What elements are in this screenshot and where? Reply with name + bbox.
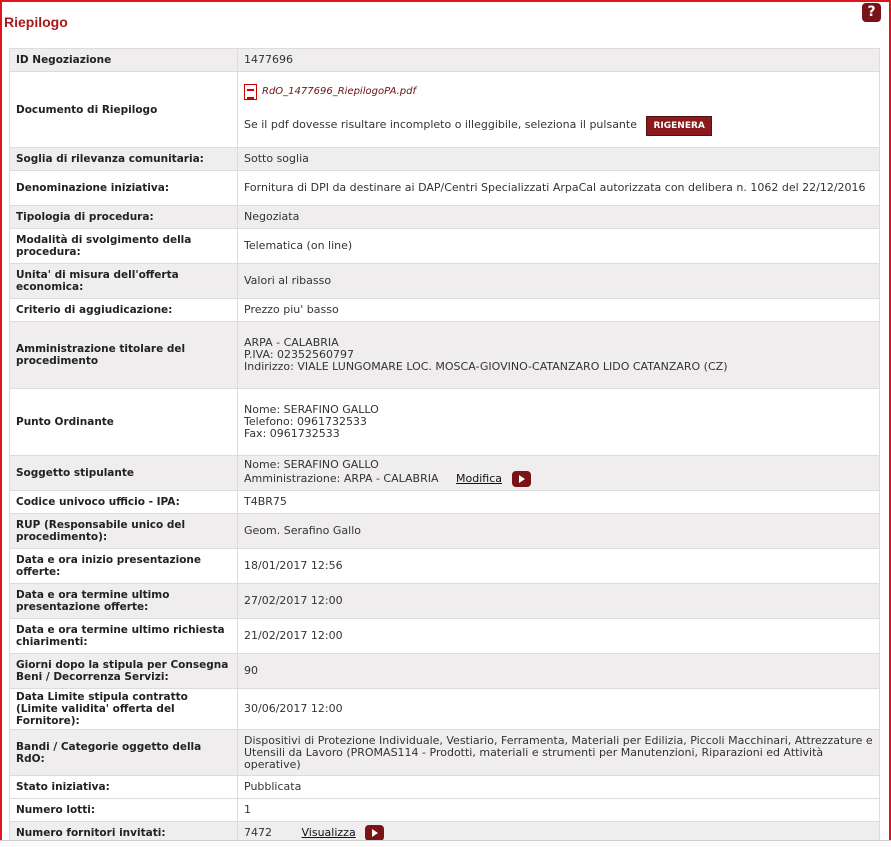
row-value <box>238 322 880 389</box>
visualizza-arrow-icon[interactable] <box>365 825 384 841</box>
amm-address: Indirizzo: VIALE LUNGOMARE LOC. MOSCA-GIOVINO-CATANZARO LIDO CATANZARO (CZ) <box>244 360 728 373</box>
rigenera-button[interactable]: RIGENERA <box>646 116 711 136</box>
row-label: Criterio di aggiudicazione: <box>10 299 238 322</box>
table-row <box>10 654 880 689</box>
row-label: ID Negoziazione <box>10 49 238 72</box>
fornitori-count: 7472 <box>244 826 272 839</box>
row-label: Numero lotti: <box>10 799 238 822</box>
table-row <box>10 584 880 619</box>
row-label: Codice univoco ufficio - IPA: <box>10 491 238 514</box>
row-value: 1 <box>238 799 880 822</box>
row-label: Giorni dopo la stipula per Consegna Beni / Decorrenza Servizi: <box>10 654 238 689</box>
table-row <box>10 799 880 822</box>
table-row <box>10 514 880 549</box>
row-label: Numero fornitori invitati: <box>10 822 238 845</box>
row-value: Valori al ribasso <box>238 264 880 299</box>
amm-piva: P.IVA: 02352560797 <box>244 348 354 361</box>
row-value: Telematica (on line) <box>238 229 880 264</box>
row-value: 90 <box>238 654 880 689</box>
table-row <box>10 49 880 72</box>
row-label: Data e ora termine ultimo presentazione offerte: <box>10 584 238 619</box>
row-label: RUP (Responsabile unico del procedimento): <box>10 514 238 549</box>
row-label: Soggetto stipulante <box>10 456 238 491</box>
regen-note: Se il pdf dovesse risultare incompleto o illeggibile, seleziona il pulsante <box>244 117 637 131</box>
punto-name: Nome: SERAFINO GALLO <box>244 403 379 416</box>
row-value: T4BR75 <box>238 491 880 514</box>
pdf-icon <box>244 84 257 100</box>
table-row <box>10 299 880 322</box>
table-row <box>10 549 880 584</box>
row-value <box>238 72 880 148</box>
punto-phone: Telefono: 0961732533 <box>244 415 367 428</box>
sogg-name: Nome: SERAFINO GALLO <box>244 458 379 471</box>
punto-fax: Fax: 0961732533 <box>244 427 340 440</box>
modifica-arrow-icon[interactable] <box>512 471 531 487</box>
table-row <box>10 619 880 654</box>
table-row <box>10 689 880 730</box>
sogg-amm-line <box>244 471 873 487</box>
row-value: Prezzo piu' basso <box>238 299 880 322</box>
row-label: Modalità di svolgimento della procedura: <box>10 229 238 264</box>
row-value <box>238 456 880 491</box>
row-label: Documento di Riepilogo <box>10 72 238 148</box>
row-label: Soglia di rilevanza comunitaria: <box>10 148 238 171</box>
row-value: Negoziata <box>238 206 880 229</box>
table-row <box>10 229 880 264</box>
table-row <box>10 730 880 776</box>
row-value <box>238 389 880 456</box>
table-row <box>10 389 880 456</box>
table-row <box>10 171 880 206</box>
visualizza-link[interactable]: Visualizza <box>301 826 356 839</box>
table-row <box>10 491 880 514</box>
row-label: Data e ora inizio presentazione offerte: <box>10 549 238 584</box>
table-row <box>10 264 880 299</box>
row-value: Dispositivi di Protezione Individuale, Vestiario, Ferramenta, Materiali per Edilizia, Piccoli Macchinari, Attrezzature e Utensili da Lavoro (PROMAS114 - Prodotti, materiali e strumenti per Manutenzioni, Riparazioni ed Attività operative) <box>238 730 880 776</box>
row-value: Sotto soglia <box>238 148 880 171</box>
row-value: 21/02/2017 12:00 <box>238 619 880 654</box>
row-label: Punto Ordinante <box>10 389 238 456</box>
row-value: 30/06/2017 12:00 <box>238 689 880 730</box>
row-label: Unita' di misura dell'offerta economica: <box>10 264 238 299</box>
row-value: Fornitura di DPI da destinare ai DAP/Centri Specializzati ArpaCal autorizzata con delibera n. 1062 del 22/12/2016 <box>238 171 880 206</box>
table-row <box>10 322 880 389</box>
row-label: Data e ora termine ultimo richiesta chiarimenti: <box>10 619 238 654</box>
table-row <box>10 776 880 799</box>
sogg-amm: Amministrazione: ARPA - CALABRIA <box>244 472 439 485</box>
row-value: 27/02/2017 12:00 <box>238 584 880 619</box>
table-row <box>10 72 880 148</box>
row-label: Stato iniziativa: <box>10 776 238 799</box>
modifica-link[interactable]: Modifica <box>456 472 502 485</box>
table-row <box>10 206 880 229</box>
pdf-file <box>244 84 873 100</box>
row-value: 1477696 <box>238 49 880 72</box>
help-icon[interactable]: ? <box>862 3 881 22</box>
table-row <box>10 148 880 171</box>
row-value: Pubblicata <box>238 776 880 799</box>
amm-name: ARPA - CALABRIA <box>244 336 339 349</box>
table-row <box>10 456 880 491</box>
row-value: 18/01/2017 12:56 <box>238 549 880 584</box>
row-label: Amministrazione titolare del procedimento <box>10 322 238 389</box>
page-title: Riepilogo <box>4 14 68 30</box>
summary-table <box>9 48 880 845</box>
pdf-link[interactable]: RdO_1477696_RiepilogoPA.pdf <box>262 85 417 97</box>
horizontal-scrollbar[interactable] <box>0 840 891 847</box>
row-label: Denominazione iniziativa: <box>10 171 238 206</box>
row-value: Geom. Serafino Gallo <box>238 514 880 549</box>
row-label: Data Limite stipula contratto (Limite validita' offerta del Fornitore): <box>10 689 238 730</box>
row-label: Tipologia di procedura: <box>10 206 238 229</box>
row-label: Bandi / Categorie oggetto della RdO: <box>10 730 238 776</box>
